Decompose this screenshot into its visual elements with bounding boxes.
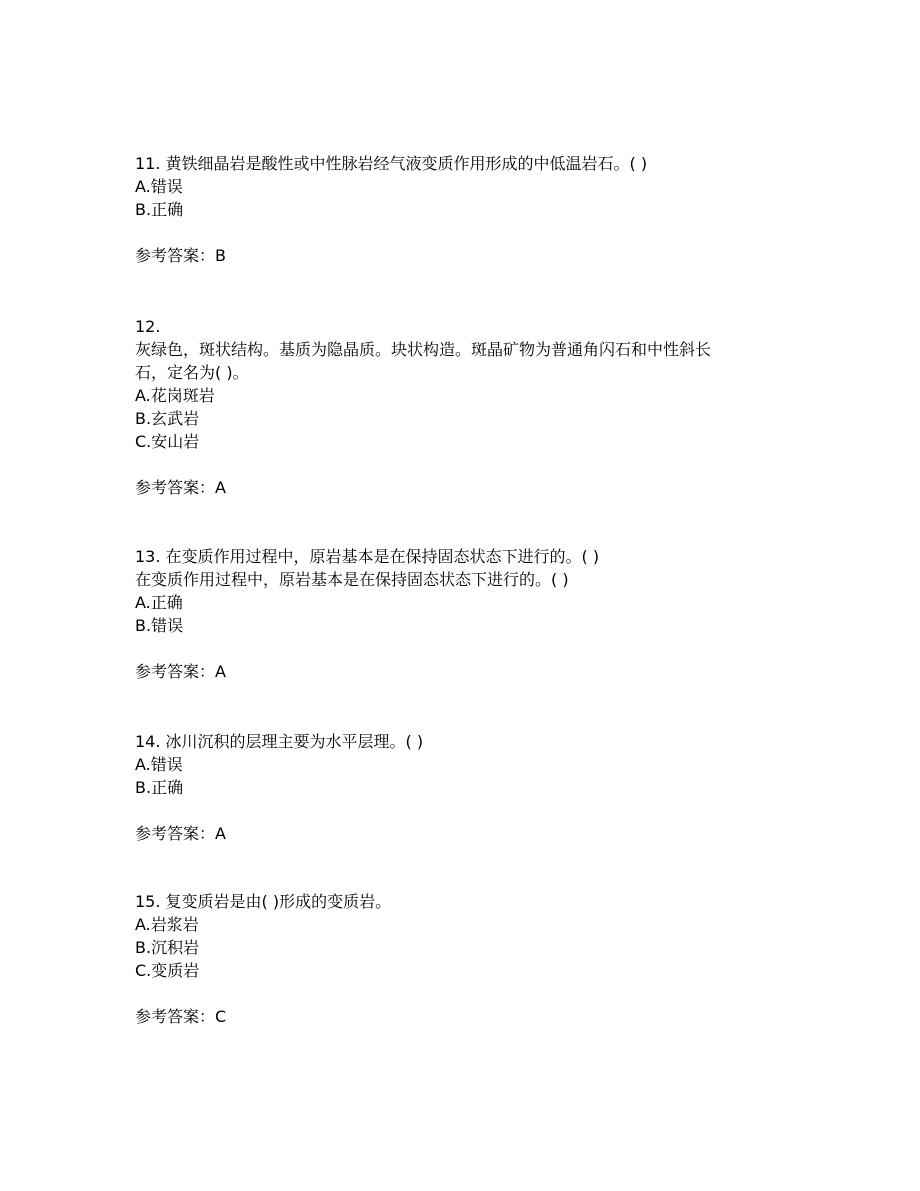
reference-answer: 参考答案：A (135, 478, 226, 497)
question-stem: 12. (135, 317, 161, 336)
question-stem: 13. 在变质作用过程中，原岩基本是在保持固态状态下进行的。( ) (135, 547, 600, 566)
option-a: A.花岗斑岩 (135, 386, 215, 405)
option-c: C.变质岩 (135, 961, 200, 980)
reference-answer: 参考答案：A (135, 662, 226, 681)
option-a: A.错误 (135, 177, 183, 196)
question-14 (135, 730, 795, 845)
question-stem: 15. 复变质岩是由( )形成的变质岩。 (135, 892, 392, 911)
question-stem: 灰绿色，斑状结构。基质为隐晶质。块状构造。斑晶矿物为普通角闪石和中性斜长 (135, 340, 712, 359)
option-b: B.正确 (135, 778, 184, 797)
option-a: A.正确 (135, 593, 183, 612)
question-11 (135, 152, 795, 267)
question-stem: 11. 黄铁细晶岩是酸性或中性脉岩经气液变质作用形成的中低温岩石。( ) (135, 154, 648, 173)
question-13 (135, 545, 795, 683)
option-b: B.正确 (135, 200, 184, 219)
option-b: B.错误 (135, 616, 184, 635)
reference-answer: 参考答案：A (135, 824, 226, 843)
option-b: B.沉积岩 (135, 938, 200, 957)
question-stem: 在变质作用过程中，原岩基本是在保持固态状态下进行的。( ) (135, 570, 569, 589)
reference-answer: 参考答案：C (135, 1007, 227, 1026)
reference-answer: 参考答案：B (135, 246, 226, 265)
option-a: A.岩浆岩 (135, 915, 199, 934)
option-c: C.安山岩 (135, 432, 200, 451)
question-15 (135, 890, 795, 1028)
option-a: A.错误 (135, 755, 183, 774)
question-12 (135, 315, 795, 499)
option-b: B.玄武岩 (135, 409, 200, 428)
question-stem: 石，定名为( )。 (135, 363, 249, 382)
question-stem: 14. 冰川沉积的层理主要为水平层理。( ) (135, 732, 424, 751)
